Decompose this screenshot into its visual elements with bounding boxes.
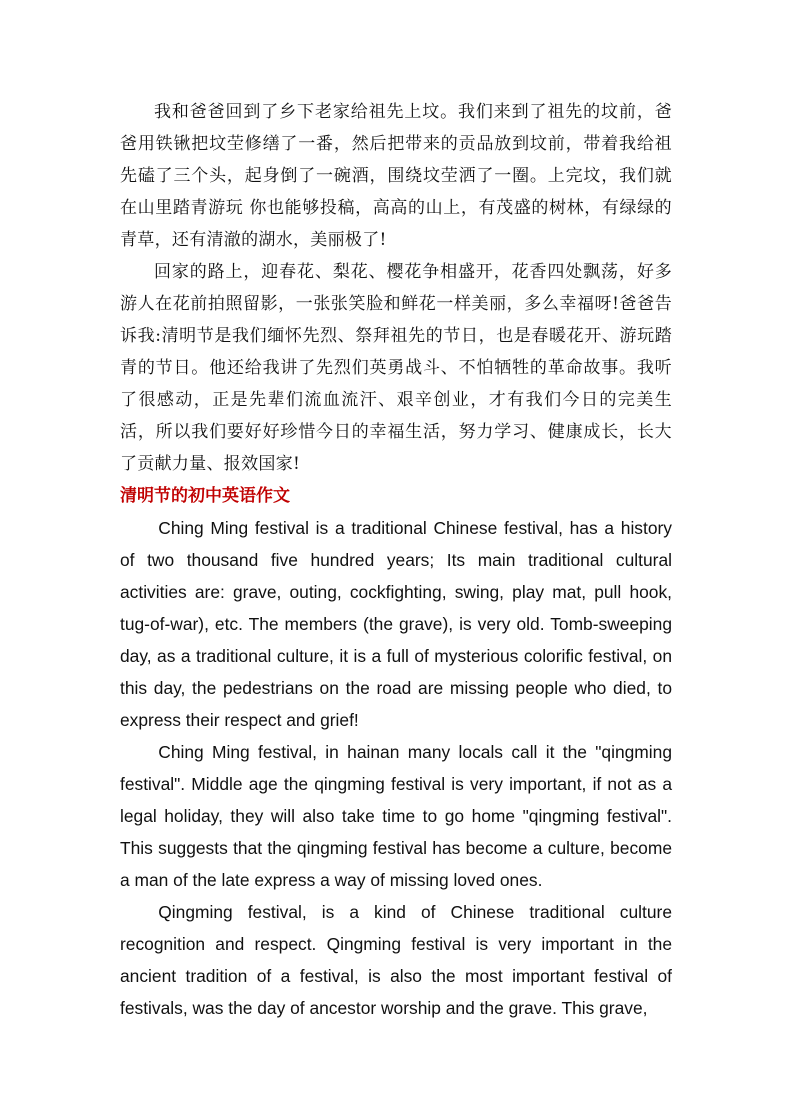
en-paragraph-1: Ching Ming festival is a traditional Chinese festival, has a history of two thousand five hundred years; Its main traditional cultural activities are: grave, outing, cockfighting, swing, play mat, pull hook, tug-of-war), etc. The members (the grave), is very old. Tomb-sweeping day, as a traditional culture, it is a full of mysterious colorific festival, on this day, the pedestrians on the road are missing people who died, to express their respect and grief! xyxy=(120,518,672,730)
section-heading: 清明节的初中英语作文 xyxy=(120,486,290,506)
en-paragraph-2: Ching Ming festival, in hainan many locals call it the "qingming festival". Middle age the qingming festival is very important, if not as a legal holiday, they will also take time to go home "qingming festival". This suggests that the qingming festival has become a culture, become a man of the late express a way of missing loved ones. xyxy=(120,742,672,890)
cn-paragraph-1: 我和爸爸回到了乡下老家给祖先上坟。我们来到了祖先的坟前，爸爸用铁锹把坟茔修缮了一番，然后把带来的贡品放到坟前，带着我给祖先磕了三个头，起身倒了一碗酒，围绕坟茔洒了一圈。上完坟，我们就在山里踏青游玩 你也能够投稿，高高的山上，有茂盛的树林，有绿绿的青草，还有清澈的湖水，美丽极了! xyxy=(120,102,672,250)
en-paragraph-3: Qingming festival, is a kind of Chinese traditional culture recognition and respect. Qingming festival is very important in the ancient tradition of a festival, is also the most important festival of festivals, was the day of ancestor worship and the grave. This grave, xyxy=(120,902,672,1018)
cn-paragraph-2: 回家的路上，迎春花、梨花、樱花争相盛开，花香四处飘荡，好多游人在花前拍照留影，一张张笑脸和鲜花一样美丽，多么幸福呀!爸爸告诉我:清明节是我们缅怀先烈、祭拜祖先的节日，也是春暖花开、游玩踏青的节日。他还给我讲了先烈们英勇战斗、不怕牺牲的革命故事。我听了很感动，正是先辈们流血流汗、艰辛创业，才有我们今日的完美生活，所以我们要好好珍惜今日的幸福生活，努力学习、健康成长，长大了贡献力量、报效国家! xyxy=(120,262,672,474)
document-page xyxy=(120,96,672,1024)
